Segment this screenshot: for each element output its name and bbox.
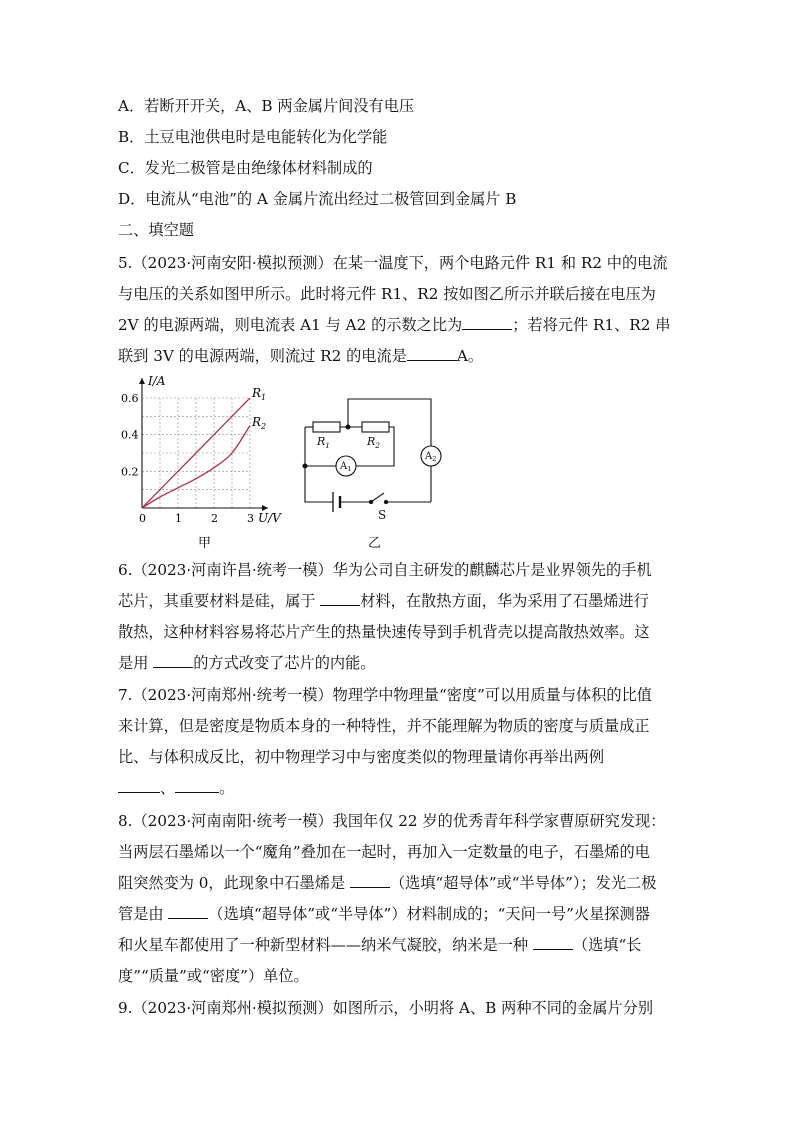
chart-jia [121,374,282,551]
y-axis-arrow [139,378,145,384]
option-c: C．发光二极管是由绝缘体材料制成的 [118,159,373,177]
circuit-yi [303,399,441,512]
x-axis-label: U/V [258,511,281,525]
q6-blank-material[interactable] [320,591,360,606]
x-tick-label: 3 [247,512,254,525]
curve-r1-label: $R_1$ [252,386,267,402]
q8-line-1: 8.（2023·河南南阳·统考一模）我国年仅 22 岁的优秀青年科学家曹原研究发现： [118,812,666,830]
q9-line-1: 9.（2023·河南郑州·模拟预测）如图所示，小明将 A、B 两种不同的金属片分别 [118,999,654,1017]
y-tick-label: 0.6 [121,392,139,405]
q5-line-4b: A。 [456,347,484,365]
q8-blank-graphene[interactable] [350,873,390,888]
option-a: A．若断开开关，A、B 两金属片间没有电压 [118,97,415,115]
caption-yi: 乙 [368,536,382,551]
tick-labels [121,392,254,525]
q5-figures [118,372,448,557]
q5-line-3a: 2V 的电源两端，则电流表 A1 与 A2 的示数之比为 [118,316,463,334]
resistor-r2 [362,422,389,432]
q8-blank-unit[interactable] [533,935,573,950]
q6-line-2b: 材料，在散热方面，华为采用了石墨烯进行 [360,592,649,610]
a1-label: $A_1$ [340,461,352,473]
section-title: 二、填空题 [118,221,194,239]
q5-blank-ratio[interactable] [462,315,512,330]
option-b: B．土豆电池供电时是电能转化为化学能 [118,128,388,146]
q8-line-6: 度”“质量”或“密度”）单位。 [118,967,309,985]
switch-label: S [378,508,387,522]
q5-blank-current[interactable] [407,346,457,361]
q7-blank-1[interactable] [118,778,160,793]
r1-label: $R_1$ [317,435,331,450]
q8-line-5b: （选填“长 [572,936,642,954]
r2-label: $R_2$ [367,435,381,450]
curve-r2-label: $R_2$ [252,415,267,431]
x-tick-label: 2 [211,512,218,525]
q6-line-2 [118,591,649,611]
q8-line-3b: （选填“超导体”或“半导体”）；发光二极 [389,874,657,892]
q7-sep: 、 [160,779,176,797]
q8-line-5a: 和火星车都使用了一种新型材料——纳米气凝胶，纳米是一种 [118,936,533,954]
q6-line-4a: 是用 [118,654,154,672]
q7-line-4 [118,778,234,798]
junction-dot-top [346,425,350,429]
x-tick-label: 0 [139,512,146,525]
q5-line-2: 与电压的关系如图甲所示。此时将元件 R1、R2 按如图乙所示并联后接在电压为 [118,285,656,303]
x-tick-label: 1 [175,512,182,525]
q8-line-4 [118,904,650,924]
q8-line-5 [118,935,641,955]
y-tick-label: 0.4 [121,428,139,442]
q8-line-4b: （选填“超导体”或“半导体”）材料制成的；“天问一号”火星探测器 [208,905,650,923]
switch-blade [371,493,384,502]
q8-line-3a: 阻突然变为 0，此现象中石墨烯是 [118,874,350,892]
q6-line-1: 6.（2023·河南许昌·统考一模）华为公司自主研发的麒麟芯片是业界领先的手机 [118,561,652,579]
q5-line-4 [118,346,483,366]
q6-line-4b: 的方式改变了芯片的内能。 [193,654,376,672]
q6-line-2a: 芯片，其重要材料是硅，属于 [118,592,321,610]
q6-line-3: 散热，这种材料容易将芯片产生的热量快速传导到手机背壳以提高散热效率。这 [118,623,650,641]
junction-dot-left [303,464,307,468]
q8-blank-diode[interactable] [168,904,208,919]
q8-line-2: 当两层石墨烯以一个“魔角”叠加在一起时，再加入一定数量的电子，石墨烯的电 [118,843,650,861]
q6-blank-method[interactable] [153,653,193,668]
q7-end: 。 [219,779,235,797]
y-axis-label: I/A [148,374,166,388]
q5-line-3b: ；若将元件 R1、R2 串 [512,316,671,334]
a2-label: $A_2$ [425,451,437,463]
q5-line-4a: 联到 3V 的电源两端，则流过 R2 的电流是 [118,347,407,365]
q7-line-1: 7.（2023·河南郑州·统考一模）物理学中物理量“密度”可以用质量与体积的比值 [118,686,652,704]
caption-jia: 甲 [198,536,212,551]
q7-line-3: 比、与体积成反比，初中物理学习中与密度类似的物理量请你再举出两例 [118,748,604,766]
q6-line-4 [118,653,375,673]
y-tick-label: 0.2 [121,465,139,479]
q7-blank-2[interactable] [175,778,219,793]
q5-line-3 [118,315,670,335]
q7-line-2: 来计算，但是密度是物质本身的一种特性，并不能理解为物质的密度与质量成正 [118,717,650,735]
option-d: D．电流从“电池”的 A 金属片流出经过二极管回到金属片 B [118,190,517,208]
q5-line-1: 5.（2023·河南安阳·模拟预测）在某一温度下，两个电路元件 R1 和 R2 中的电流 [118,254,668,272]
resistor-r1 [313,422,340,432]
q8-line-3 [118,873,656,893]
q5-figures-svg [118,372,448,557]
q8-line-4a: 管是由 [118,905,169,923]
